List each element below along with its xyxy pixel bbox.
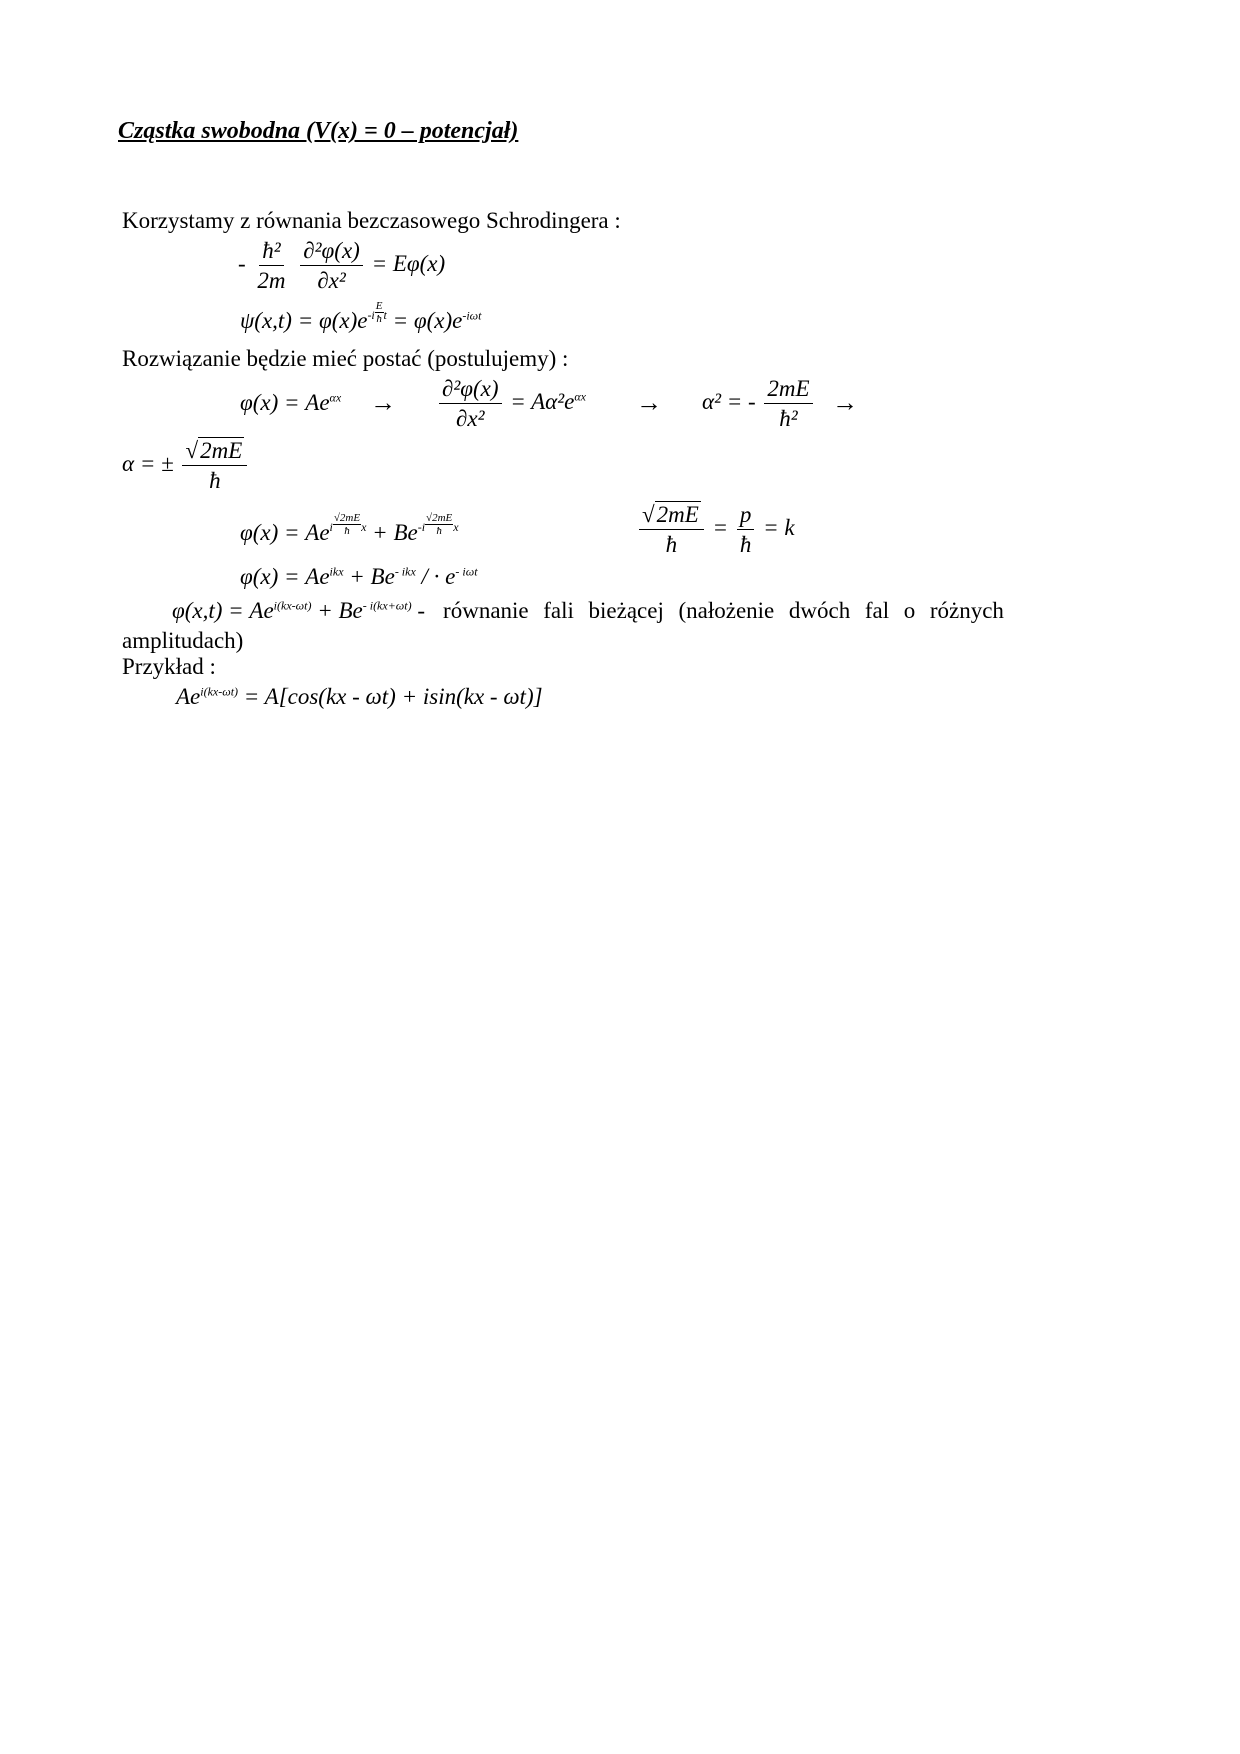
equation-part: + Be [317, 598, 363, 623]
word: o [903, 598, 916, 623]
fraction-hbar [254, 238, 288, 294]
equation-travelling-wave-line [122, 598, 1004, 624]
equation-lhs: ψ(x,t) = φ(x)e [240, 308, 368, 333]
equation-plane-waves [240, 564, 478, 590]
equation-second-derivative [436, 376, 586, 432]
fraction-numerator: ∂²φ(x) [439, 376, 502, 404]
arrow-icon: → [636, 388, 662, 417]
sqrt-content: 2mE [339, 512, 361, 525]
fraction [764, 376, 812, 432]
solution-text: Rozwiązanie będzie mieć postać (postulujemy) : [122, 346, 569, 371]
equation-ansatz [240, 390, 341, 416]
fraction-sqrt [182, 438, 247, 494]
equation-part: + Be [372, 520, 418, 545]
word: równanie [443, 598, 529, 623]
fraction-numerator: √2mE [182, 438, 247, 466]
equation-rhs: = φ(x)e [392, 308, 463, 333]
equation-euler-example [176, 684, 543, 710]
equation-wavenumber [636, 502, 795, 558]
fraction-denominator: ħ [209, 468, 221, 494]
sqrt-content: 2mE [200, 438, 243, 463]
intro-text: Korzystamy z równania bezczasowego Schrodingera : [122, 208, 621, 233]
fraction-denominator: ∂x² [317, 268, 346, 294]
fraction-denominator: ħ² [779, 406, 798, 432]
equation-rhs: = k [763, 515, 795, 541]
fraction-sqrt [639, 502, 704, 558]
equation-alpha-squared [702, 376, 816, 432]
word: bieżącej [588, 598, 664, 623]
sqrt-content: 2mE [432, 512, 453, 525]
minus-sign: - [238, 251, 246, 277]
equation-rhs: = A[cos(kx - ωt) + isin(kx - ωt)] [243, 684, 543, 709]
exponent: i(kx-ωt) [200, 684, 239, 699]
word: (nałożenie [678, 598, 775, 623]
fraction-numerator: ħ² [259, 238, 283, 266]
fraction-derivative [439, 376, 502, 432]
arrow-icon: → [832, 388, 858, 417]
fraction-numerator: √2mE [426, 512, 453, 525]
equation-lhs: φ(x,t) = Ae [172, 598, 274, 623]
exponent: i √2mE ħ x [329, 512, 367, 538]
exponent: i(kx-ωt) [273, 598, 312, 613]
arrow-icon: → [370, 388, 396, 417]
travelling-wave-description-continued: amplitudach) [122, 628, 244, 653]
exponent-fraction [425, 513, 453, 537]
equation-rhs: = Eφ(x) [371, 251, 446, 277]
fraction-denominator: ħ [344, 525, 350, 538]
equation-alpha [122, 438, 250, 494]
equation-part: α² = - [702, 389, 756, 415]
dash: - [417, 598, 426, 623]
fraction-denominator: ∂x² [456, 406, 485, 432]
equation-part: + Be [349, 564, 395, 589]
exponent-fraction [375, 301, 384, 325]
fraction-denominator: ħ [665, 532, 678, 558]
word: różnych [929, 598, 1004, 623]
fraction-denominator: ħ [436, 525, 442, 538]
example-label: Przykład : [122, 654, 216, 679]
fraction-denominator: ħ [376, 313, 382, 326]
fraction-numerator: √2mE [639, 502, 704, 530]
fraction-momentum [737, 502, 755, 558]
equation-lhs: φ(x) = Ae [240, 564, 330, 589]
word: fal [864, 598, 890, 623]
equation-schrodinger [238, 238, 445, 294]
exponent: -i √2mE ħ x [417, 512, 459, 538]
equation-lhs: φ(x) = Ae [240, 520, 330, 545]
equation-lhs: α = ± [122, 451, 174, 477]
exponent: -iωt [462, 308, 482, 323]
word: dwóch [788, 598, 851, 623]
exponent [367, 300, 387, 326]
exponent-suffix: t [383, 308, 387, 323]
exponent-fraction [333, 513, 361, 537]
exponent: - ikx [394, 564, 416, 579]
fraction-numerator: E [375, 300, 383, 313]
exponent: αx [574, 389, 586, 404]
fraction-numerator: 2mE [764, 376, 812, 404]
equation-part: = Aα²e [510, 389, 575, 415]
exponent-prefix: -i [367, 308, 375, 323]
equation-part: φ(x) = Ae [240, 390, 330, 415]
equation-lhs: Ae [176, 684, 201, 709]
fraction-derivative [300, 238, 363, 294]
exponent: - iωt [455, 564, 478, 579]
travelling-wave-description [443, 598, 1004, 624]
fraction-numerator: ∂²φ(x) [300, 238, 363, 266]
exponent: αx [329, 390, 342, 405]
equation-psi [240, 300, 482, 334]
exponent: - i(kx+ωt) [362, 598, 412, 613]
fraction-numerator: √2mE [333, 512, 361, 525]
equals-sign: = [712, 515, 729, 541]
exponent: ikx [329, 564, 344, 579]
equation-part: / · e [421, 564, 456, 589]
fraction-denominator: ħ [739, 532, 752, 558]
fraction-numerator: p [737, 502, 755, 530]
equation-general-solution [240, 512, 459, 546]
equation-travelling-wave [172, 598, 425, 624]
fraction-denominator: 2m [257, 268, 286, 294]
word: fali [543, 598, 574, 623]
sqrt-content: 2mE [656, 502, 699, 527]
page-title: Cząstka swobodna (V(x) = 0 – potencjał) [118, 118, 519, 144]
